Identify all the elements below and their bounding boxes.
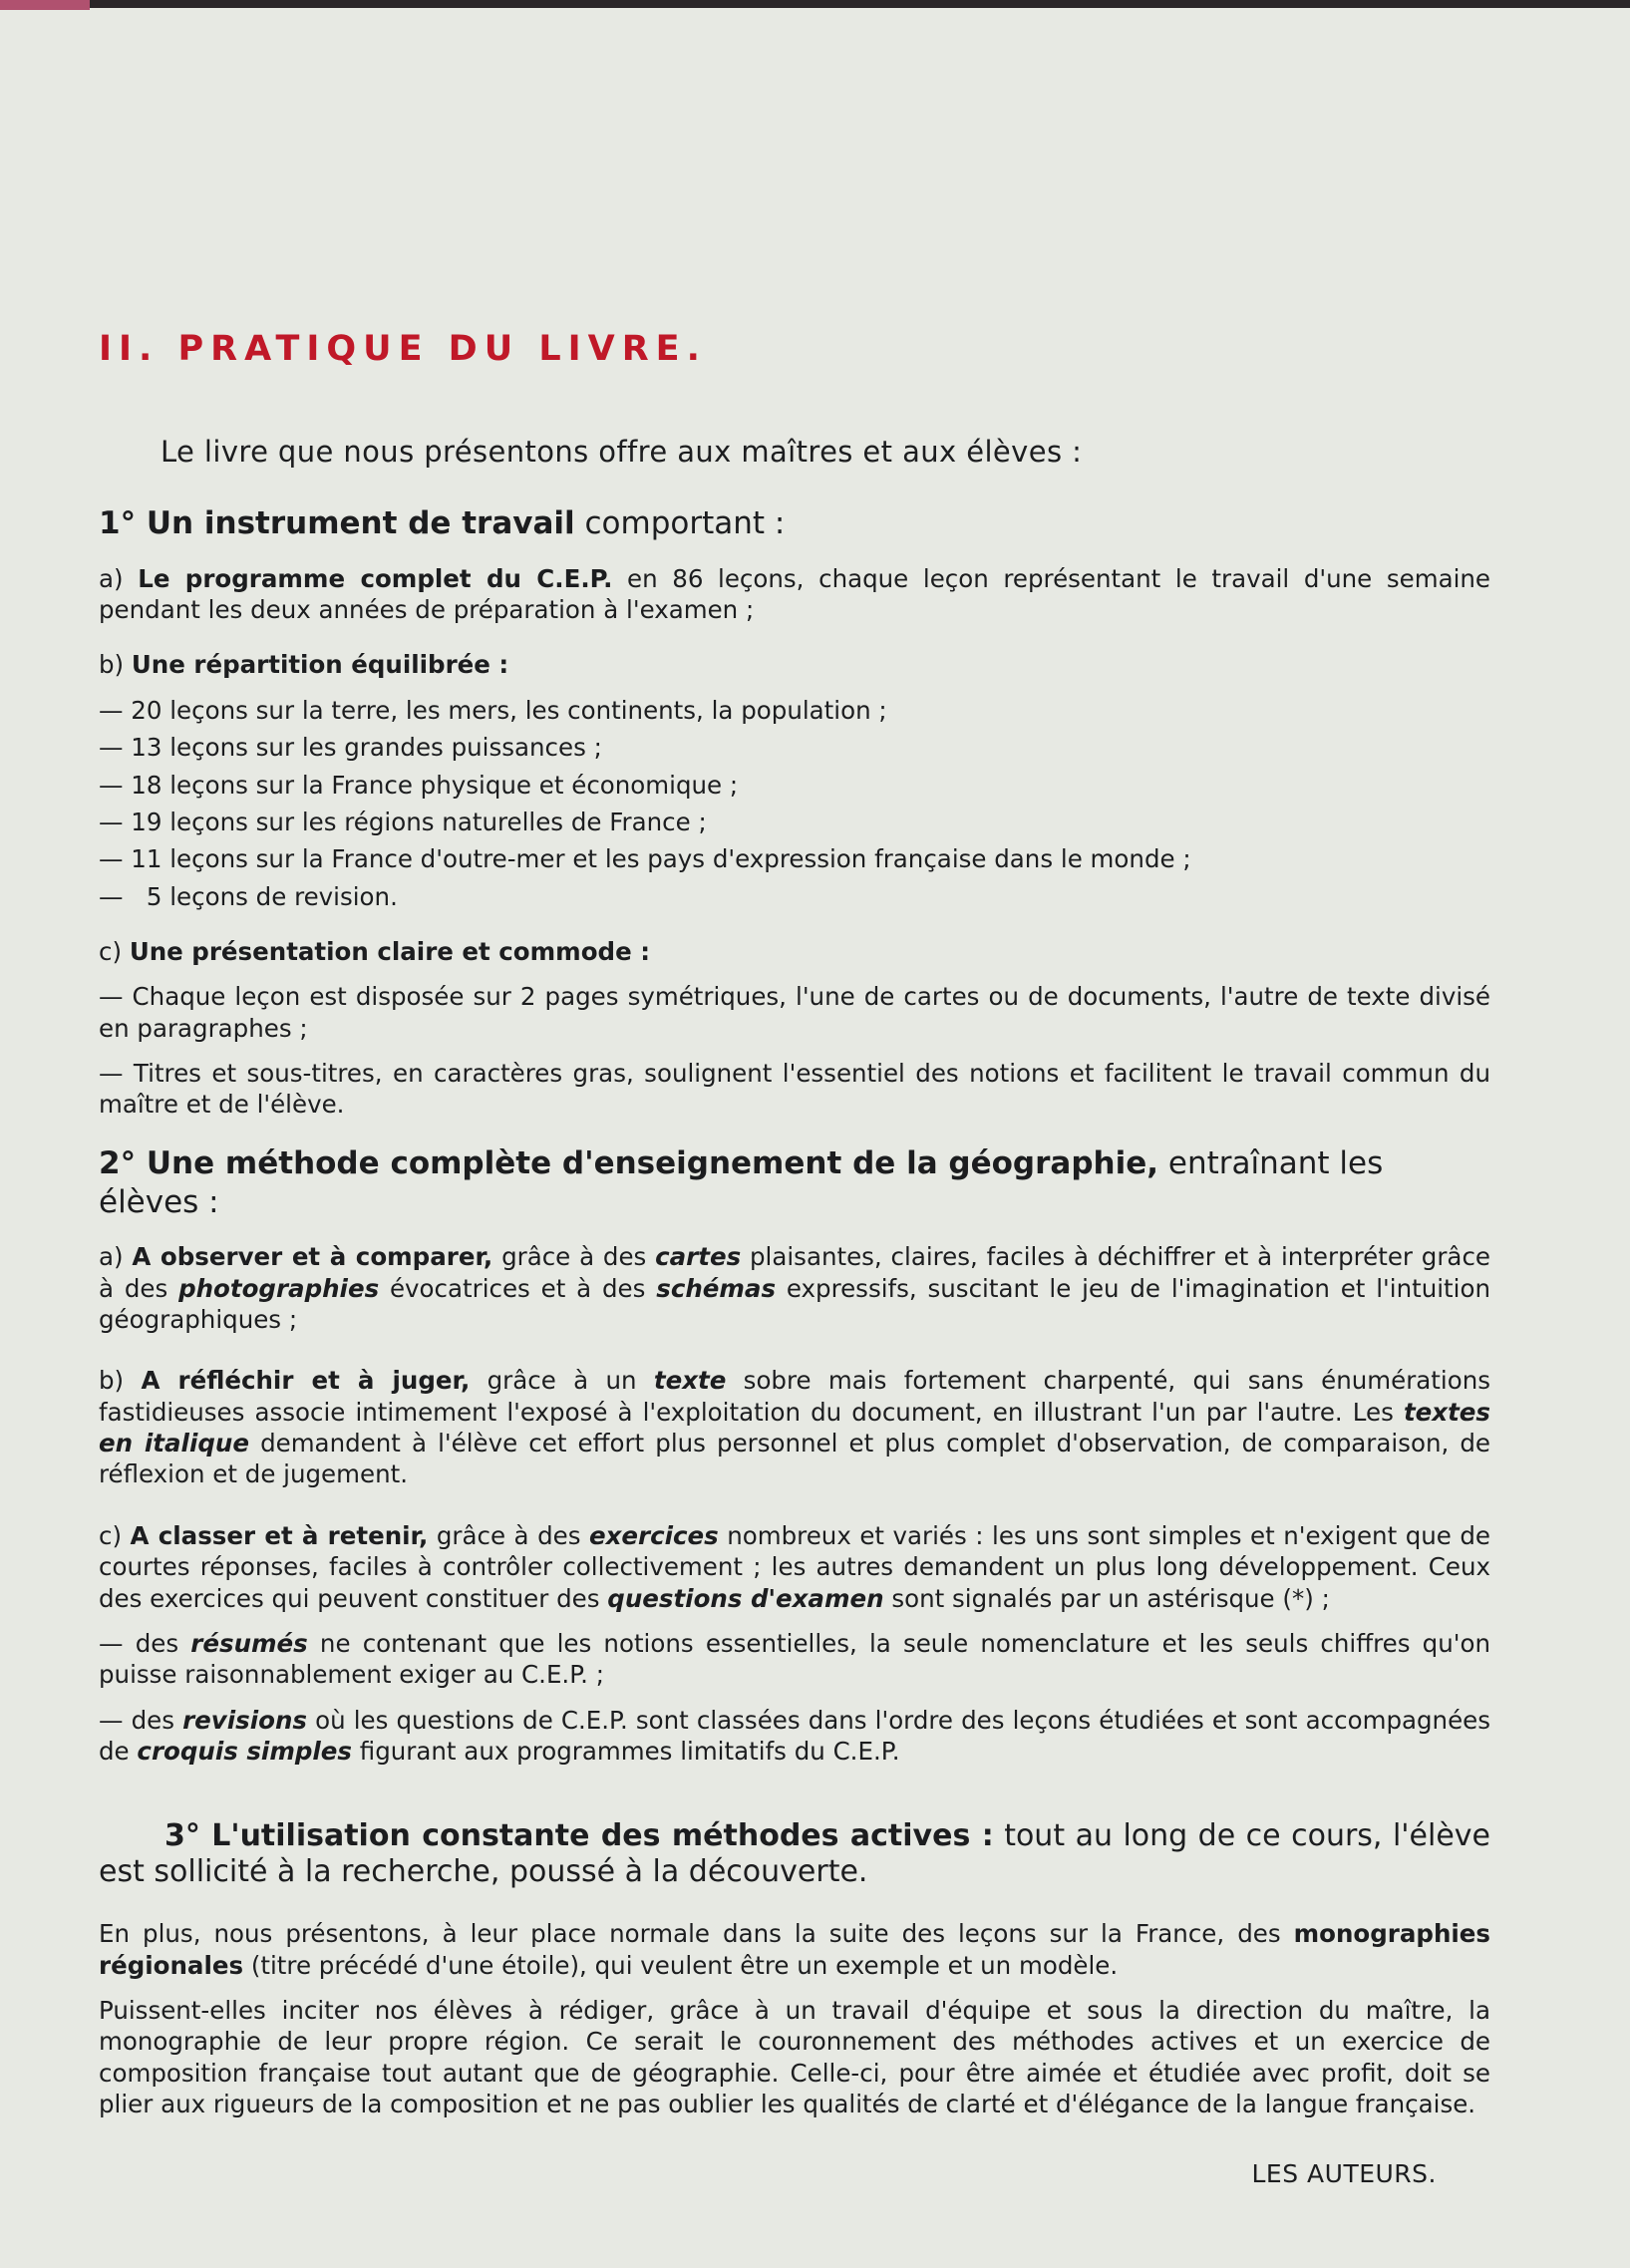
point1-c-bold: Une présentation claire et commode : bbox=[129, 936, 651, 966]
point2-b-bold: A réfléchir et à juger, bbox=[141, 1366, 471, 1396]
intro-text: Le livre que nous présentons offre aux maîtres et aux élèves : bbox=[161, 435, 1083, 469]
point1-a-bold: Le programme complet du C.E.P. bbox=[138, 563, 613, 593]
text-run: En plus, nous présentons, à leur place normale dans la suite des leçons sur la France, des bbox=[99, 1919, 1294, 1949]
emphasis: schémas bbox=[656, 1273, 777, 1303]
point2-c-prefix: c) bbox=[99, 1520, 131, 1550]
text-run: ne contenant que les notions essentielles, la seule nomenclature et les seuls chiffres qu'on puisse raisonnablement exiger au C.E.P. ; bbox=[99, 1628, 1490, 1690]
text-run: nombreux et variés : les uns sont simples et n'exigent que de courtes réponses, faciles à contrôler collectivement ; les autres demandent un plus long développement. Ceux des exercices qui peuvent constituer des bbox=[99, 1520, 1490, 1613]
list-item: — 13 leçons sur les grandes puissances ; bbox=[99, 733, 602, 763]
point3-bold: 3° L'utilisation constante des méthodes actives : bbox=[164, 1818, 994, 1854]
text-run: où les questions de C.E.P. sont classées dans l'ordre des leçons étudiées et sont accompagnées de bbox=[99, 1705, 1490, 1766]
list-item: — 19 leçons sur les régions naturelles de France ; bbox=[99, 807, 707, 836]
point1-b-heading bbox=[99, 649, 1490, 680]
text-run: plaisantes, claires, faciles à déchiffrer et à interpréter grâce à des bbox=[99, 1242, 1490, 1303]
point1-c-item: — Titres et sous-titres, en caractères gras, soulignent l'essentiel des notions et facilitent le travail commun du maître et de l'élève. bbox=[99, 1059, 1490, 1120]
point2-c-bold: A classer et à retenir, bbox=[130, 1520, 429, 1550]
text-run: expressifs, suscitant le jeu de l'imagination et l'intuition géographiques ; bbox=[99, 1273, 1490, 1334]
list-item: — 11 leçons sur la France d'outre-mer et les pays d'expression française dans le monde ; bbox=[99, 844, 1191, 874]
emphasis: photographies bbox=[178, 1273, 380, 1303]
point1-a-prefix: a) bbox=[99, 563, 139, 593]
emphasis: croquis simples bbox=[137, 1736, 352, 1766]
closing-paragraph-1 bbox=[99, 1918, 1490, 1981]
closing-bold: monographies régionales bbox=[99, 1919, 1490, 1980]
text-run: grâce à des bbox=[492, 1242, 656, 1272]
point2-c-paragraph bbox=[99, 1520, 1490, 1614]
emphasis: résumés bbox=[190, 1628, 308, 1658]
point2-heading-rest: entraînant les élèves : bbox=[99, 1144, 1384, 1220]
point1-heading bbox=[99, 504, 1490, 543]
point1-heading-rest: comportant : bbox=[574, 505, 786, 541]
text-run: évocatrices et à des bbox=[379, 1273, 657, 1303]
point2-revisions-item bbox=[99, 1705, 1490, 1768]
point1-a-paragraph bbox=[99, 563, 1490, 626]
point1-b-bold: Une répartition équilibrée : bbox=[131, 650, 509, 680]
point1-c-prefix: c) bbox=[99, 936, 130, 966]
point2-b-paragraph bbox=[99, 1365, 1490, 1489]
point3-paragraph bbox=[99, 1818, 1490, 1890]
list-item: — 5 leçons de revision. bbox=[99, 881, 398, 911]
section-title: II. PRATIQUE DU LIVRE. bbox=[99, 329, 707, 369]
page-top-edge bbox=[0, 0, 1630, 8]
point1-b-list bbox=[99, 695, 1490, 912]
signature: LES AUTEURS. bbox=[1251, 2159, 1437, 2189]
point2-summaries-item bbox=[99, 1628, 1490, 1691]
point1-heading-bold: 1° Un instrument de travail bbox=[99, 505, 575, 541]
point1-c-heading bbox=[99, 936, 1490, 967]
emphasis: texte bbox=[653, 1366, 727, 1396]
point1-b-prefix: b) bbox=[99, 650, 132, 680]
text-run: — des bbox=[99, 1705, 183, 1735]
emphasis: revisions bbox=[182, 1705, 307, 1735]
text-run: sobre mais fortement charpenté, qui sans énumérations fastidieuses associe intimement l'exposé à l'exploitation du document, en illustrant l'un par l'autre. Les bbox=[99, 1366, 1490, 1427]
page-content bbox=[99, 329, 1490, 2188]
text-run: grâce à des bbox=[428, 1520, 589, 1550]
point2-a-bold: A observer et à comparer, bbox=[132, 1242, 493, 1272]
point3-text: tout au long de ce cours, l'élève est sollicité à la recherche, poussé à la découverte. bbox=[99, 1818, 1490, 1890]
emphasis: exercices bbox=[588, 1520, 719, 1550]
point1-c-item: — Chaque leçon est disposée sur 2 pages symétriques, l'une de cartes ou de documents, l'autre de texte divisé en paragraphes ; bbox=[99, 982, 1490, 1043]
text-run: figurant aux programmes limitatifs du C.E.P. bbox=[352, 1736, 900, 1766]
point2-heading-bold: 2° Une méthode complète d'enseignement de la géographie, bbox=[99, 1144, 1159, 1181]
emphasis: textes en italique bbox=[99, 1397, 1490, 1458]
list-item: — 20 leçons sur la terre, les mers, les continents, la population ; bbox=[99, 695, 887, 725]
text-run: grâce à un bbox=[470, 1366, 654, 1396]
text-run: (titre précédé d'une étoile), qui veulent être un exemple et un modèle. bbox=[243, 1950, 1119, 1980]
emphasis: questions d'examen bbox=[607, 1583, 884, 1613]
list-item: — 18 leçons sur la France physique et économique ; bbox=[99, 770, 739, 800]
text-run: sont signalés par un astérisque (*) ; bbox=[883, 1583, 1330, 1613]
text-run: demandent à l'élève cet effort plus personnel et plus complet d'observation, de comparaison, de réflexion et de jugement. bbox=[99, 1429, 1490, 1489]
point2-heading bbox=[99, 1144, 1490, 1222]
text-run: — des bbox=[99, 1628, 191, 1658]
page-top-edge-accent bbox=[0, 0, 90, 10]
point2-b-prefix: b) bbox=[99, 1366, 142, 1396]
point2-a-prefix: a) bbox=[99, 1242, 133, 1272]
emphasis: cartes bbox=[655, 1242, 742, 1272]
point2-a-paragraph bbox=[99, 1241, 1490, 1335]
point1-a-text: en 86 leçons, chaque leçon représentant le travail d'une semaine pendant les deux années de préparation à l'examen ; bbox=[99, 563, 1490, 625]
closing-paragraph-2: Puissent-elles inciter nos élèves à rédiger, grâce à un travail d'équipe et sous la direction du maître, la monographie de leur propre région. Ce serait le couronnement des méthodes actives et un exercice de composition française tout autant que de géographie. Celle-ci, pour être aimée et étudiée avec profit, doit se plier aux rigueurs de la composition et ne pas oublier les qualités de clarté et d'élégance de la langue française. bbox=[99, 1996, 1490, 2119]
